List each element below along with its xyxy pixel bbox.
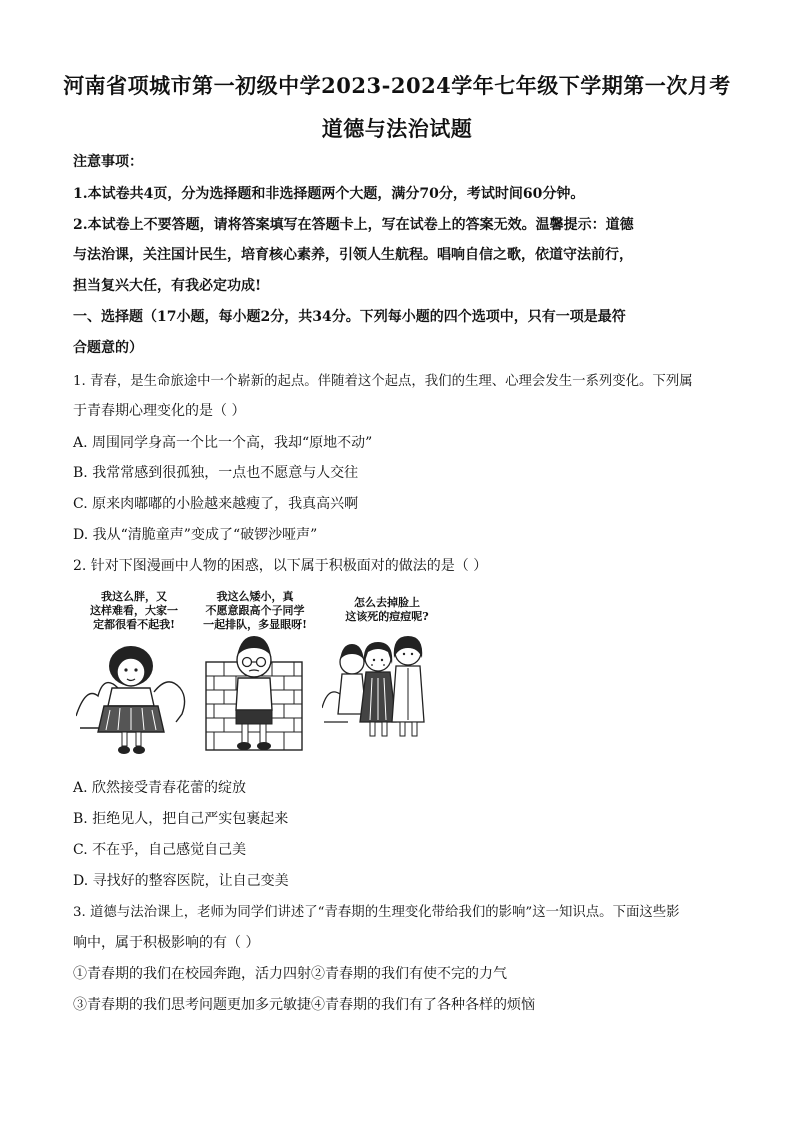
- q2-option-a: A. 欣然接受青春花蕾的绽放: [73, 780, 247, 796]
- q2-option-b: B. 拒绝见人，把自己严实包裹起来: [73, 811, 289, 827]
- q1-option-c: C. 原来肉嘟嘟的小脸越来越瘦了，我真高兴啊: [73, 496, 359, 512]
- q2-cartoon: [76, 588, 446, 756]
- q1-option-b: B. 我常常感到很孤独，一点也不愿意与人交往: [73, 465, 359, 481]
- exam-title-line1: 河南省项城市第一初级中学2023-2024学年七年级下学期第一次月考: [63, 73, 731, 98]
- exam-title-line2: 道德与法治试题: [321, 116, 473, 141]
- cartoon-caption-2: 我这么矮小，真 不愿意跟高个子同学 一起排队，多显眼呀!: [203, 590, 307, 631]
- q2-option-c: C. 不在乎，自己感觉自己美: [73, 842, 247, 858]
- section1-heading-line2: 合题意的）: [73, 340, 143, 356]
- cartoon-caption-3: 怎么去掉脸上 这该死的痘痘呢?: [345, 596, 429, 623]
- q3-stem-line1: 3. 道德与法治课上，老师为同学们讲述了“青春期的生理变化带给我们的影响”这一知识点。下面这些影: [73, 905, 680, 920]
- notice-item-2-line2: 与法治课，关注国计民生，培育核心素养，引领人生航程。唱响自信之歌，依道守法前行，: [73, 247, 633, 263]
- cartoon-girl-illustration: [76, 588, 188, 756]
- q3-stem-line2: 响中，属于积极影响的有（ ）: [73, 935, 260, 951]
- notice-item-2-line3: 担当复兴大任，有我必定功成!: [73, 278, 262, 294]
- q1-option-d: D. 我从“清脆童声”变成了“破锣沙哑声”: [73, 527, 318, 543]
- notice-item-1: 1.本试卷共4页，分为选择题和非选择题两个大题，满分70分，考试时间60分钟。: [73, 186, 585, 202]
- q2-option-d: D. 寻找好的整容医院，让自己变美: [73, 873, 289, 889]
- q2-stem: 2. 针对下图漫画中人物的困惑，以下属于积极面对的做法的是（ ）: [73, 558, 488, 574]
- q1-stem-line2: 于青春期心理变化的是（ ）: [73, 403, 246, 419]
- section1-heading-line1: 一、选择题（17小题，每小题2分，共34分。下列每小题的四个选项中，只有一项是最符: [73, 309, 626, 325]
- q1-option-a: A. 周围同学身高一个比一个高，我却“原地不动”: [73, 435, 373, 451]
- cartoon-panel-3: [322, 588, 446, 756]
- cartoon-panel-2: [196, 588, 314, 756]
- cartoon-panel-1: [76, 588, 188, 756]
- q3-statements-line2: ③青春期的我们思考问题更加多元敏捷④青春期的我们有了各种各样的烦恼: [73, 997, 535, 1013]
- notice-item-2-line1: 2.本试卷上不要答题，请将答案填写在答题卡上，写在试卷上的答案无效。温馨提示：道德: [73, 217, 634, 233]
- q3-statements-line1: ①青春期的我们在校园奔跑，活力四射②青春期的我们有使不完的力气: [73, 966, 507, 982]
- notice-heading: 注意事项：: [73, 154, 143, 170]
- cartoon-girls-illustration: [322, 588, 446, 756]
- cartoon-boy-illustration: [196, 588, 314, 756]
- cartoon-caption-1: 我这么胖，又 这样难看，大家一 定都很看不起我!: [90, 590, 178, 631]
- q1-stem-line1: 1. 青春，是生命旅途中一个崭新的起点。伴随着这个起点，我们的生理、心理会发生一系列变化。下列属: [73, 374, 693, 389]
